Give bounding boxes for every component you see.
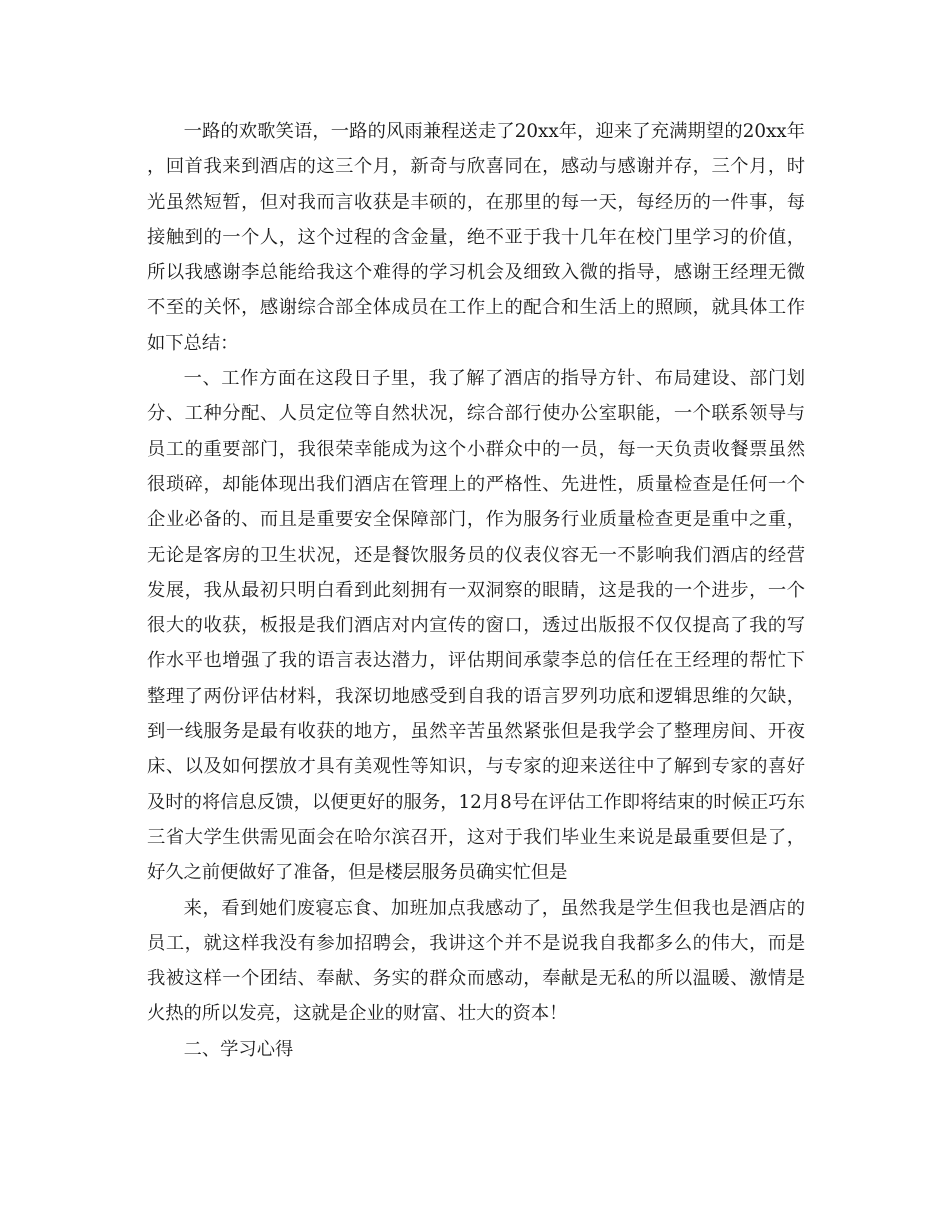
paragraph-work: 一、工作方面在这段日子里，我了解了酒店的指导方针、布局建设、部门划分、工种分配、人员定位等自然状况，综合部行使办公室职能，一个联系领导与员工的重要部门，我很荣幸能成为这个小群众中的一员，每一天负责收餐票虽然很琐碎，却能体现出我们酒店在管理上的严格性、先进性，质量检查是任何一个企业必备的、而且是重要安全保障部门，作为服务行业质量检查更是重中之重，无论是客房的卫生状况，还是餐饮服务员的仪表仪容无一不影响我们酒店的经营发展，我从最初只明白看到此刻拥有一双洞察的眼睛，这是我的一个进步，一个很大的收获，板报是我们酒店对内宣传的窗口，透过出版报不仅仅提高了我的写作水平也增强了我的语言表达潜力，评估期间承蒙李总的信任在王经理的帮忙下整理了两份评估材料，我深切地感受到自我的语言罗列功底和逻辑思维的欠缺，到一线服务是最有收获的地方，虽然辛苦虽然紧张但是我学会了整理房间、开夜床、以及如何摆放才具有美观性等知识，与专家的迎来送往中了解到专家的喜好及时的将信息反馈，以便更好的服务，12月8号在评估工作即将结束的时候正巧东三省大学生供需见面会在哈尔滨召开，这对于我们毕业生来说是最重要但是了，好久之前便做好了准备，但是楼层服务员确实忙但是 (147, 368, 805, 884)
document-body (147, 114, 805, 1067)
paragraph-continuation: 来，看到她们废寝忘食、加班加点我感动了，虽然我是学生但我也是酒店的员工，就这样我没有参加招聘会，我讲这个并不是说我自我都多么的伟大，而是我被这样一个团结、奉献、务实的群众而感动，奉献是无私的所以温暖、激情是火热的所以发亮，这就是企业的财富、壮大的资本！ (147, 897, 805, 1025)
section-heading-study: 二、学习心得 (183, 1038, 294, 1060)
paragraph-intro: 一路的欢歌笑语，一路的风雨兼程送走了20xx年，迎来了充满期望的20xx年，回首我来到酒店的这三个月，新奇与欣喜同在，感动与感谢并存，三个月，时光虽然短暂，但对我而言收获是丰硕的，在那里的每一天，每经历的一件事，每接触到的一个人，这个过程的含金量，绝不亚于我十几年在校门里学习的价值，所以我感谢李总能给我这个难得的学习机会及细致入微的指导，感谢王经理无微不至的关怀，感谢综合部全体成员在工作上的配合和生活上的照顾，就具体工作如下总结： (147, 121, 805, 354)
